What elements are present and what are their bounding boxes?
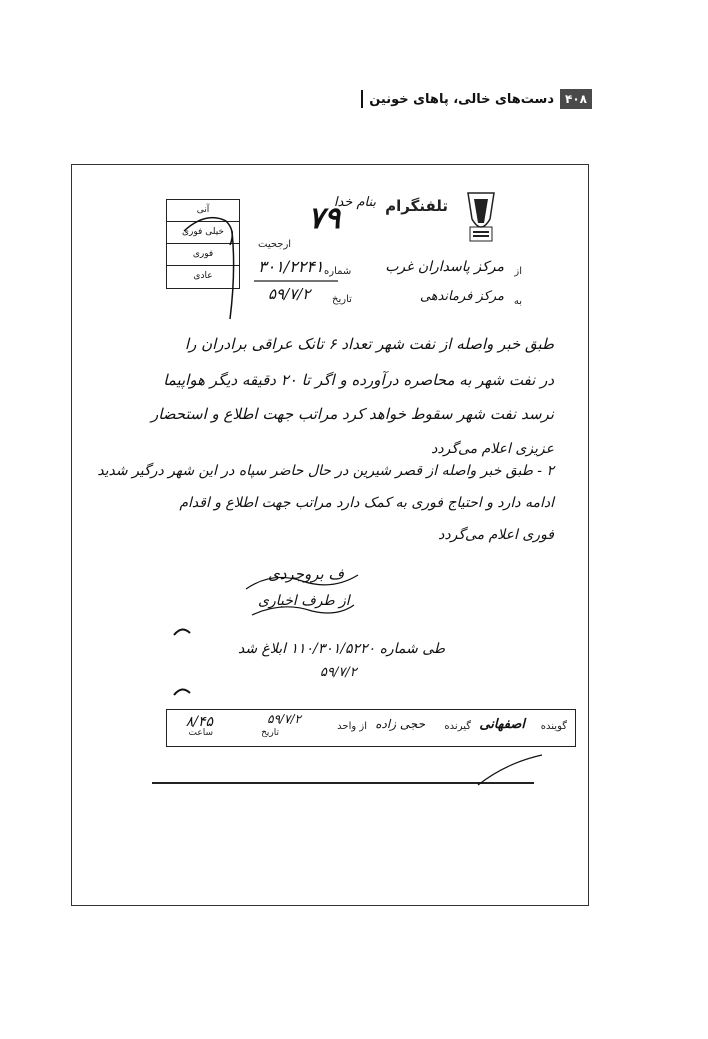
body-line: عزیزی اعلام می‌گردد [431, 441, 554, 457]
from-label: از [514, 266, 522, 277]
number-label: شماره [324, 266, 352, 277]
time-label: ساعت [188, 728, 213, 738]
receipt-note: طی شماره ۱۱۰/۳۰۱/۵۲۲۰ ابلاغ شد [238, 641, 446, 657]
receipt-date: ۵۹/۷/۲ [320, 665, 357, 680]
priority-label: ارجحیت [258, 239, 292, 250]
margin-mark [172, 685, 192, 697]
signature-name: ف بروجردی [268, 565, 344, 583]
date-label: تاریخ [332, 294, 352, 305]
book-title: دست‌های خالی، پاهای خونین [369, 91, 555, 107]
body-line: ۲ - طبق خبر واصله از قصر شیرین در حال حاضر سپاه در این شهر درگیر شدید [97, 463, 554, 479]
receiver-value: حجی زاده [375, 717, 425, 731]
form-title-note: بنام خدا [333, 195, 376, 210]
from-value: مرکز پاسداران غرب [385, 259, 504, 275]
serial-number: ۷۹ [308, 201, 341, 236]
body-line: ادامه دارد و احتیاج فوری به کمک دارد مراتب جهت اطلاع و اقدام [179, 495, 554, 511]
diagonal-stroke [476, 753, 546, 787]
irgc-emblem-icon [460, 189, 502, 245]
page-header [361, 88, 592, 110]
telegram-footer [166, 709, 576, 747]
footer-date-value: ۵۹/۷/۲ [267, 712, 301, 726]
unit-label: از واحد [337, 721, 367, 732]
telegram-document [71, 164, 589, 906]
number-value: ۳۰۱/۲۲۴۱ [258, 257, 324, 276]
time-value: ۸/۴۵ [185, 714, 213, 730]
body-line: فوری اعلام می‌گردد [438, 527, 554, 543]
title-divider [361, 90, 363, 108]
priority-option: فوری [167, 244, 239, 266]
margin-mark [172, 625, 192, 637]
page-number: ۴۰۸ [560, 89, 592, 109]
speaker-value: اصفهانی [479, 717, 525, 732]
to-label: به [513, 296, 522, 307]
signature-sub: از طرف اخباری [258, 593, 350, 609]
date-value: ۵۹/۷/۲ [268, 285, 311, 303]
receiver-label: گیرنده [444, 721, 471, 732]
speaker-label: گوینده [540, 721, 567, 732]
number-underline [254, 279, 338, 283]
signature-scribble [242, 561, 362, 621]
body-line: در نفت شهر به محاصره درآورده و اگر تا ۲۰ دقیقه دیگر هواپیما [163, 371, 554, 389]
priority-option: آنی [167, 200, 239, 222]
priority-check-mark [176, 201, 246, 321]
priority-option: عادی [193, 271, 213, 281]
priority-option: خیلی فوری [167, 222, 239, 244]
body-line: نرسد نفت شهر سقوط خواهد کرد مراتب جهت اطلاع و استحضار [151, 405, 554, 423]
to-value: مرکز فرماندهی [419, 289, 504, 304]
body-line: طبق خبر واصله از نفت شهر تعداد ۶ تانک عراقی برادران را [184, 335, 554, 353]
form-title: تلفنگرام [385, 197, 448, 215]
footer-date-label: تاریخ [261, 728, 279, 738]
